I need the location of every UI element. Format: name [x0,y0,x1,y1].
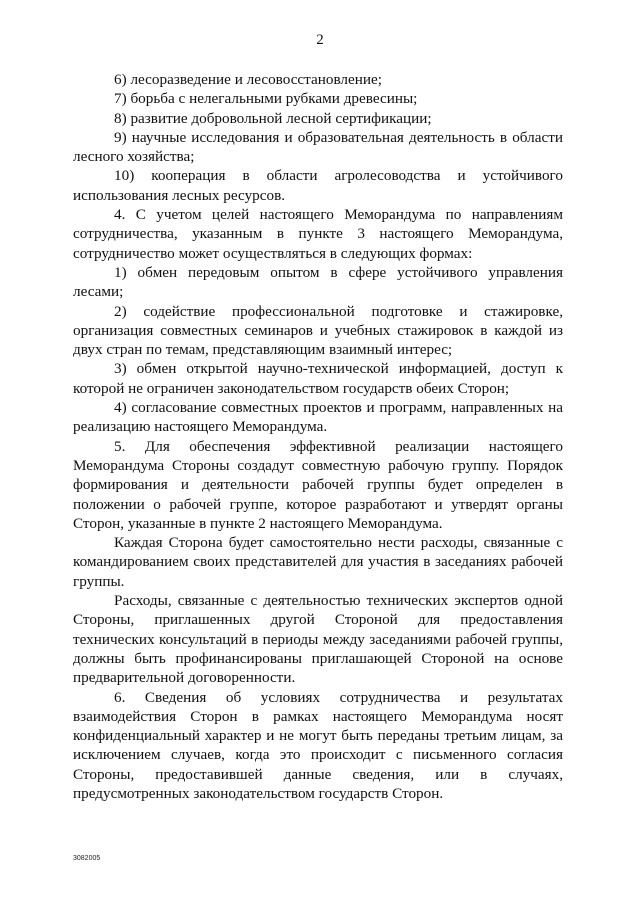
list-item: 6) лесоразведение и лесовосстановление; [114,71,382,88]
section-paragraph: 6. Сведения об условиях сотрудничества и результатах взаимодействия Сторон в рамках настоящего Меморандума носят конфиденциальный характер и не могут быть переданы третьим лицам, за исключением случаев, когда это происходит с письменного согласия Стороны, предоставившей данные сведения, или в случаях, предусмотренных законодательством государств Сторон. [73,688,563,802]
list-item: 1) обмен передовым опытом в сфере устойчивого управления лесами; [73,263,563,301]
body-paragraph: Расходы, связанные с деятельностью технических экспертов одной Стороны, приглашенных другой Стороной для предоставления технических консультаций в периоды между заседаниями рабочей группы, должны быть профинансированы приглашающей Стороной на основе предварительной договоренности. [73,592,563,687]
list-item: 3) обмен открытой научно-технической информацией, доступ к которой не ограничен законодательством государств обеих Сторон; [73,360,563,397]
list-item: 2) содействие профессиональной подготовке и стажировке, организация совместных семинаров и учебных стажировок в каждой из двух стран по темам, представляющим взаимный интерес; [73,302,563,359]
section-paragraph: 5. Для обеспечения эффективной реализации настоящего Меморандума Стороны создадут совместную рабочую группу. Порядок формирования и деятельности рабочей группы будет определен в положении о рабочей группе, которое разработают и утвердят органы Сторон, указанные в пункте 2 настоящего Меморандума. [73,437,563,532]
list-item: 9) научные исследования и образовательная деятельность в области лесного хозяйства; [73,128,563,166]
section-paragraph: 4. С учетом целей настоящего Меморандума по направлениям сотрудничества, указанным в пункте 3 настоящего Меморандума, сотрудничество может осуществляться в следующих формах: [73,206,563,262]
document-body [73,70,563,803]
list-item: 8) развитие добровольной лесной сертификации; [114,109,432,127]
list-item: 7) борьба с нелегальными рубками древесины; [114,90,418,108]
document-code: 3082005 [73,855,101,862]
list-item: 4) согласование совместных проектов и программ, направленных на реализацию настоящего Меморандума. [73,399,563,436]
list-item: 10) кооперация в области агролесоводства и устойчивого использования лесных ресурсов. [73,167,563,204]
page-number: 2 [316,32,324,48]
body-paragraph: Каждая Сторона будет самостоятельно нести расходы, связанные с командированием своих представителей для участия в заседаниях рабочей группы. [73,534,563,590]
